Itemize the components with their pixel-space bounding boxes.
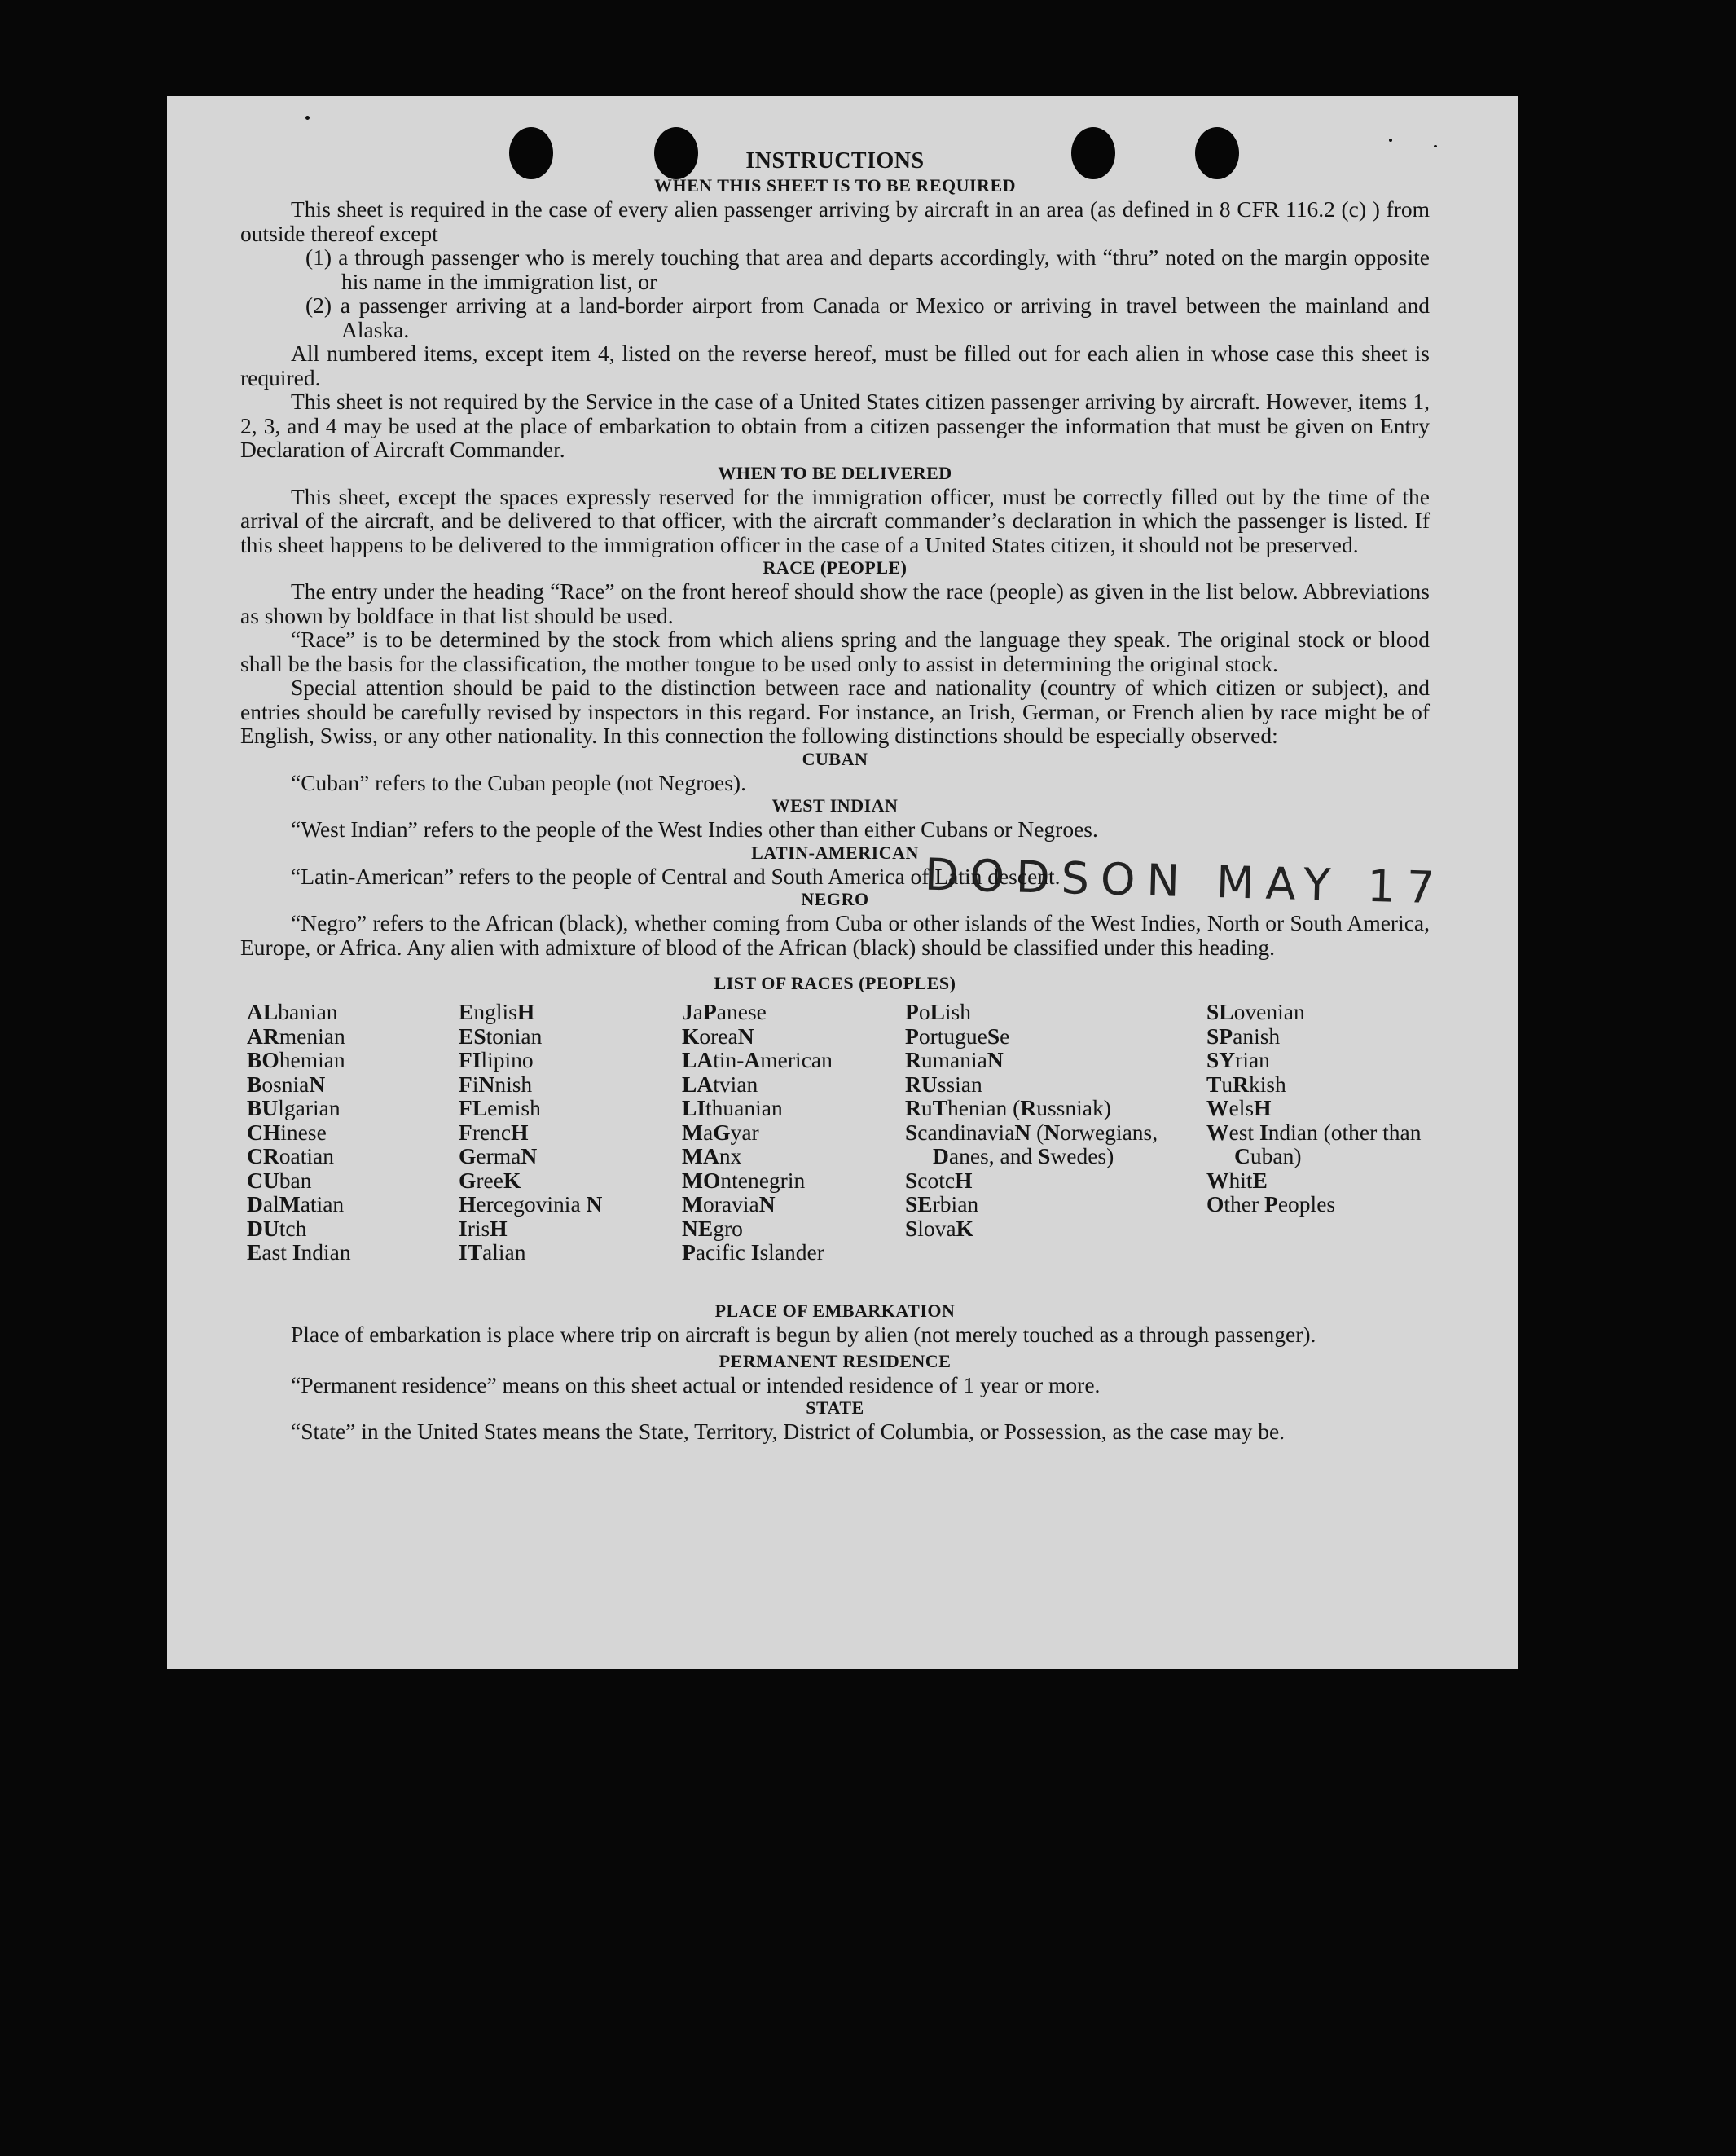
race-entry: ALbanian: [247, 999, 338, 1024]
race-entry: Pacific Islander: [682, 1239, 824, 1265]
heading-race: RACE (PEOPLE): [763, 557, 908, 578]
race-entry: LIthuanian: [682, 1095, 783, 1120]
race-entry: FiNnish: [459, 1071, 533, 1097]
required-item-2: (2) a passenger arriving at a land-border airport from Canada or Mexico or arriving in travel between the mainland and Alaska.: [305, 293, 1430, 342]
race-entry: East Indian: [247, 1239, 351, 1265]
required-intro: This sheet is required in the case of every alien passenger arriving by aircraft in an area (as defined in 8 CFR 116.2 (c) ) from outside thereof except: [240, 196, 1430, 246]
west-indian-definition: “West Indian” refers to the people of the West Indies other than either Cubans or Negroes.: [291, 816, 1098, 842]
race-entry: TuRkish: [1206, 1071, 1286, 1097]
race-entry: PortugueSe: [905, 1023, 1010, 1049]
citizen-paragraph: This sheet is not required by the Service in the case of a United States citizen passenger arriving by aircraft. However, items 1, 2, 3, and 4 may be used at the place of embarkation to obtain from a citizen passenger the information that must be given on Entry Declaration of Aircraft Commander.: [240, 389, 1430, 462]
heading-permanent-residence: PERMANENT RESIDENCE: [719, 1350, 952, 1371]
state-paragraph: “State” in the United States means the State, Territory, District of Columbia, or Possession, as the case may be.: [291, 1419, 1286, 1444]
heading-latin-american: LATIN-AMERICAN: [751, 842, 919, 863]
race-paragraph-3: Special attention should be paid to the distinction between race and nationality (country of which citizen or subject), and entries should be carefully revised by inspectors in this regard. For instance, an Irish, German, or French alien by race might be of English, Swiss, or any other nationality. In this connection the following distinctions should be especially observed:: [240, 675, 1430, 748]
race-entry: BUlgarian: [247, 1095, 341, 1120]
race-entry: SPanish: [1206, 1023, 1281, 1049]
race-entry: SYrian: [1206, 1047, 1270, 1072]
races-column-1: [247, 1000, 450, 1265]
race-entry: BosniaN: [247, 1071, 326, 1097]
race-paragraph-1: The entry under the heading “Race” on the front hereof should show the race (people) as given in the list below. Abbreviations as shown by boldface in that list should be used.: [240, 579, 1430, 628]
race-entry: MAnx: [682, 1143, 742, 1168]
race-entry: FIlipino: [459, 1047, 534, 1072]
heading-negro: NEGRO: [801, 889, 869, 909]
race-entry: LAtvian: [682, 1071, 758, 1097]
page-title: INSTRUCTIONS: [745, 148, 925, 174]
race-paragraph-2: “Race” is to be determined by the stock from which aliens spring and the language they speak. The original stock or blood shall be the basis for the classification, the mother tongue to be used only to assist in determining the original stock.: [240, 627, 1430, 676]
cuban-definition: “Cuban” refers to the Cuban people (not Negroes).: [291, 769, 746, 795]
race-entry: WhitE: [1206, 1167, 1268, 1193]
race-entry: NEgro: [682, 1215, 743, 1241]
heading-cuban: CUBAN: [802, 748, 868, 769]
race-entry: FLemish: [459, 1095, 541, 1120]
heading-state: STATE: [806, 1397, 864, 1418]
handwritten-annotation: DODSON MAY 17: [924, 848, 1447, 914]
race-entry: BOhemian: [247, 1047, 345, 1072]
race-entry: GreeK: [459, 1167, 521, 1193]
race-entry: MOntenegrin: [682, 1167, 806, 1193]
instruction-sheet: [167, 96, 1518, 1669]
race-entry: RumaniaN: [905, 1047, 1004, 1072]
race-entry: DUtch: [247, 1215, 307, 1241]
race-entry: EStonian: [459, 1023, 543, 1049]
race-entry: RuThenian (Russniak): [905, 1095, 1111, 1120]
race-entry: SLovenian: [1206, 999, 1305, 1024]
race-entry: SlovaK: [905, 1215, 974, 1241]
heading-required: WHEN THIS SHEET IS TO BE REQUIRED: [653, 175, 1017, 196]
instructions-body: [240, 148, 1430, 1444]
race-entry: ARmenian: [247, 1023, 345, 1049]
race-entry: PoLish: [905, 999, 971, 1024]
embarkation-paragraph: Place of embarkation is place where trip on aircraft is begun by alien (not merely touched as a through passenger).: [291, 1322, 1316, 1347]
race-entry: CUban: [247, 1167, 312, 1193]
race-entry: JaPanese: [682, 999, 767, 1024]
latin-american-definition: “Latin-American” refers to the people of Central and South America of Latin descent.: [291, 863, 1061, 889]
race-entry: FrencH: [459, 1119, 529, 1145]
race-entry: MoraviaN: [682, 1191, 776, 1217]
race-entry: CHinese: [247, 1119, 327, 1145]
race-entry: CRoatian: [247, 1143, 334, 1168]
race-entry: GermaN: [459, 1143, 538, 1168]
race-entry: RUssian: [905, 1071, 982, 1097]
race-entry: ScandinaviaN (Norwegians, Danes, and Swedes): [905, 1119, 1158, 1168]
heading-delivered: WHEN TO BE DELIVERED: [718, 462, 952, 483]
races-column-4: [905, 1000, 1166, 1240]
heading-embarkation: PLACE OF EMBARKATION: [714, 1300, 956, 1321]
race-entry: West Indian (other than Cuban): [1206, 1119, 1422, 1168]
races-list: [247, 1000, 1430, 1300]
race-entry: LAtin-American: [682, 1047, 833, 1072]
race-entry: MaGyar: [682, 1119, 759, 1145]
heading-west-indian: WEST INDIAN: [771, 795, 899, 816]
race-entry: WelsH: [1206, 1095, 1272, 1120]
residence-paragraph: “Permanent residence” means on this sheet actual or intended residence of 1 year or more.: [291, 1371, 1101, 1397]
race-entry: Other Peoples: [1206, 1191, 1336, 1217]
race-entry: SErbian: [905, 1191, 979, 1217]
races-column-2: [459, 1000, 670, 1265]
heading-list-of-races: LIST OF RACES (PEOPLES): [714, 973, 956, 993]
required-item-1: (1) a through passenger who is merely touching that area and departs accordingly, with “thru” noted on the margin opposite his name in the immigration list, or: [305, 244, 1430, 294]
race-entry: ITalian: [459, 1239, 526, 1265]
races-column-5: [1206, 1000, 1436, 1217]
race-entry: IrisH: [459, 1215, 508, 1241]
race-entry: DalMatian: [247, 1191, 345, 1217]
race-entry: EnglisH: [459, 999, 535, 1024]
race-entry: Hercegovinia N: [459, 1191, 603, 1217]
race-entry: KoreaN: [682, 1023, 754, 1049]
races-column-3: [682, 1000, 902, 1265]
delivered-paragraph: This sheet, except the spaces expressly reserved for the immigration officer, must be correctly filled out by the time of the arrival of the aircraft, and be delivered to that officer, with the aircraft commander’s declaration in which the passenger is listed. If this sheet happens to be delivered to the immigration officer in the case of a United States citizen, it should not be preserved.: [240, 483, 1430, 557]
race-entry: ScotcH: [905, 1167, 973, 1193]
negro-definition: “Negro” refers to the African (black), whether coming from Cuba or other islands of the West Indies, North or South America, Europe, or Africa. Any alien with admixture of blood of the African (black) should be classified under this heading.: [240, 910, 1430, 960]
numbered-items-paragraph: All numbered items, except item 4, listed on the reverse hereof, must be filled out for each alien in whose case this sheet is required.: [240, 341, 1430, 390]
